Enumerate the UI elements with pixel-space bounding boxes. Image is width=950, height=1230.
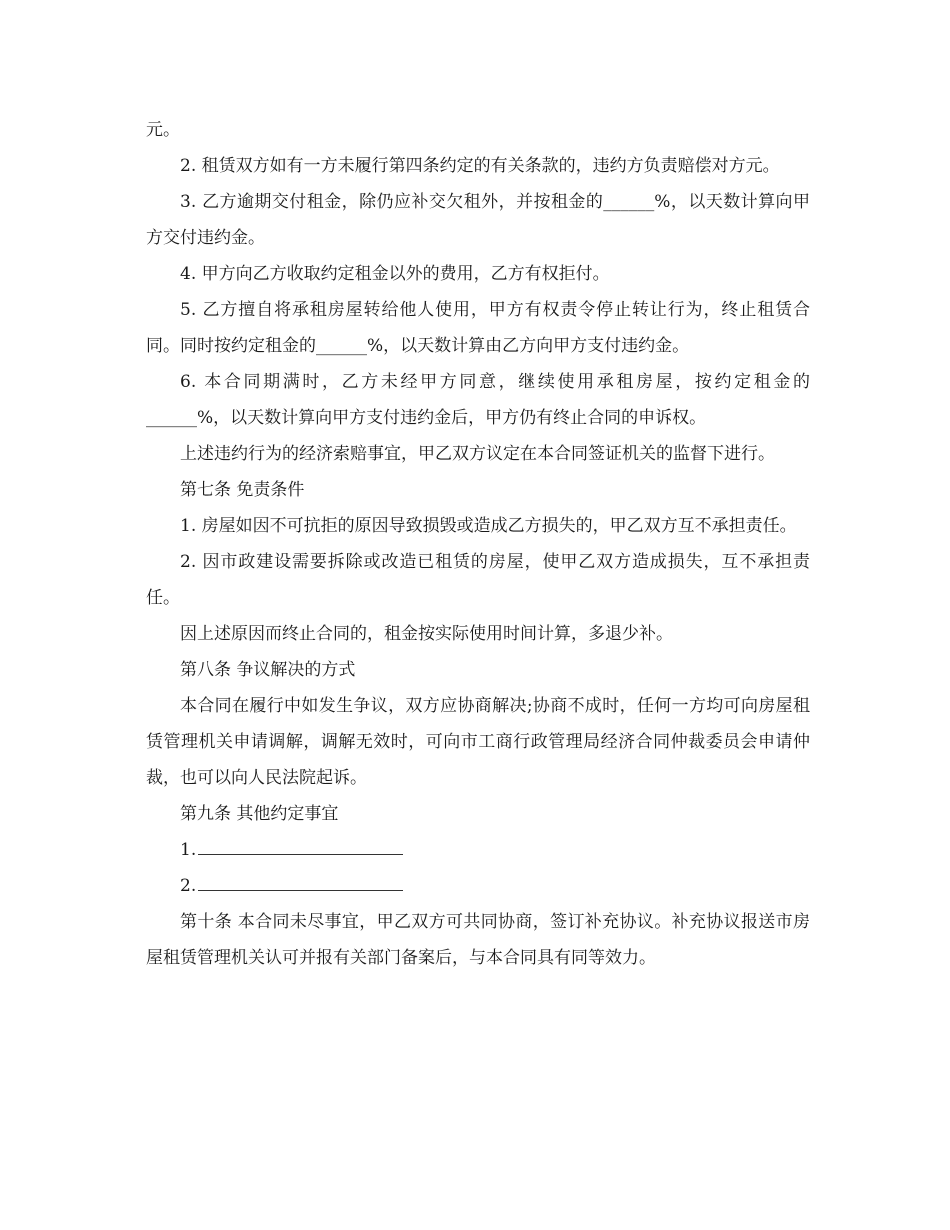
article-7-item-1: 1. 房屋如因不可抗拒的原因导致损毁或造成乙方损失的，甲乙双方互不承担责任。: [180, 516, 797, 536]
blank-item-label: 2.: [180, 876, 197, 896]
article-7-item-2: 2. 因市政建设需要拆除或改造已租赁的房屋，使甲乙双方造成损失，互不承担责任。: [146, 552, 810, 608]
article-9-heading: 第九条 其他约定事宜: [180, 804, 339, 824]
article-7-heading: 第七条 免责条件: [180, 480, 305, 500]
article-9-blank-item-2: [146, 868, 810, 904]
clause-2-breach-compensation: 2. 租赁双方如有一方未履行第四条约定的有关条款的，违约方负责赔偿对方元。: [180, 156, 780, 176]
article-8-heading: 第八条 争议解决的方式: [180, 660, 356, 680]
contract-body: [146, 112, 810, 976]
clause-3-late-rent: 3. 乙方逾期交付租金，除仍应补交欠租外，并按租金的______%，以天数计算向甲方交付违约金。: [146, 192, 810, 248]
breach-supervision-note: 上述违约行为的经济索赔事宜，甲乙双方议定在本合同签证机关的监督下进行。: [180, 444, 775, 464]
clause-4-extra-fees: 4. 甲方向乙方收取约定租金以外的费用，乙方有权拒付。: [180, 264, 610, 284]
fill-in-line: [198, 874, 403, 891]
paragraph-continuation: 元。: [146, 120, 180, 140]
clause-6-overstay: 6. 本合同期满时，乙方未经甲方同意，继续使用承租房屋，按约定租金的______%，以天数计算向甲方支付违约金后，甲方仍有终止合同的申诉权。: [146, 372, 810, 428]
article-8-body: 本合同在履行中如发生争议，双方应协商解决;协商不成时，任何一方均可向房屋租赁管理机关申请调解，调解无效时，可向市工商行政管理局经济合同仲裁委员会申请仲裁，也可以向人民法院起诉。: [146, 696, 810, 788]
blank-item-label: 1.: [180, 840, 197, 860]
article-10-body: 第十条 本合同未尽事宜，甲乙双方可共同协商，签订补充协议。补充协议报送市房屋租赁管理机关认可并报有关部门备案后，与本合同具有同等效力。: [146, 912, 810, 968]
article-9-blank-item-1: [146, 832, 810, 868]
clause-5-sublet: 5. 乙方擅自将承租房屋转给他人使用，甲方有权责令停止转让行为，终止租赁合同。同时按约定租金的______%，以天数计算由乙方向甲方支付违约金。: [146, 300, 810, 356]
article-7-rent-settlement: 因上述原因而终止合同的，租金按实际使用时间计算，多退少补。: [180, 624, 673, 644]
fill-in-line: [198, 838, 403, 855]
